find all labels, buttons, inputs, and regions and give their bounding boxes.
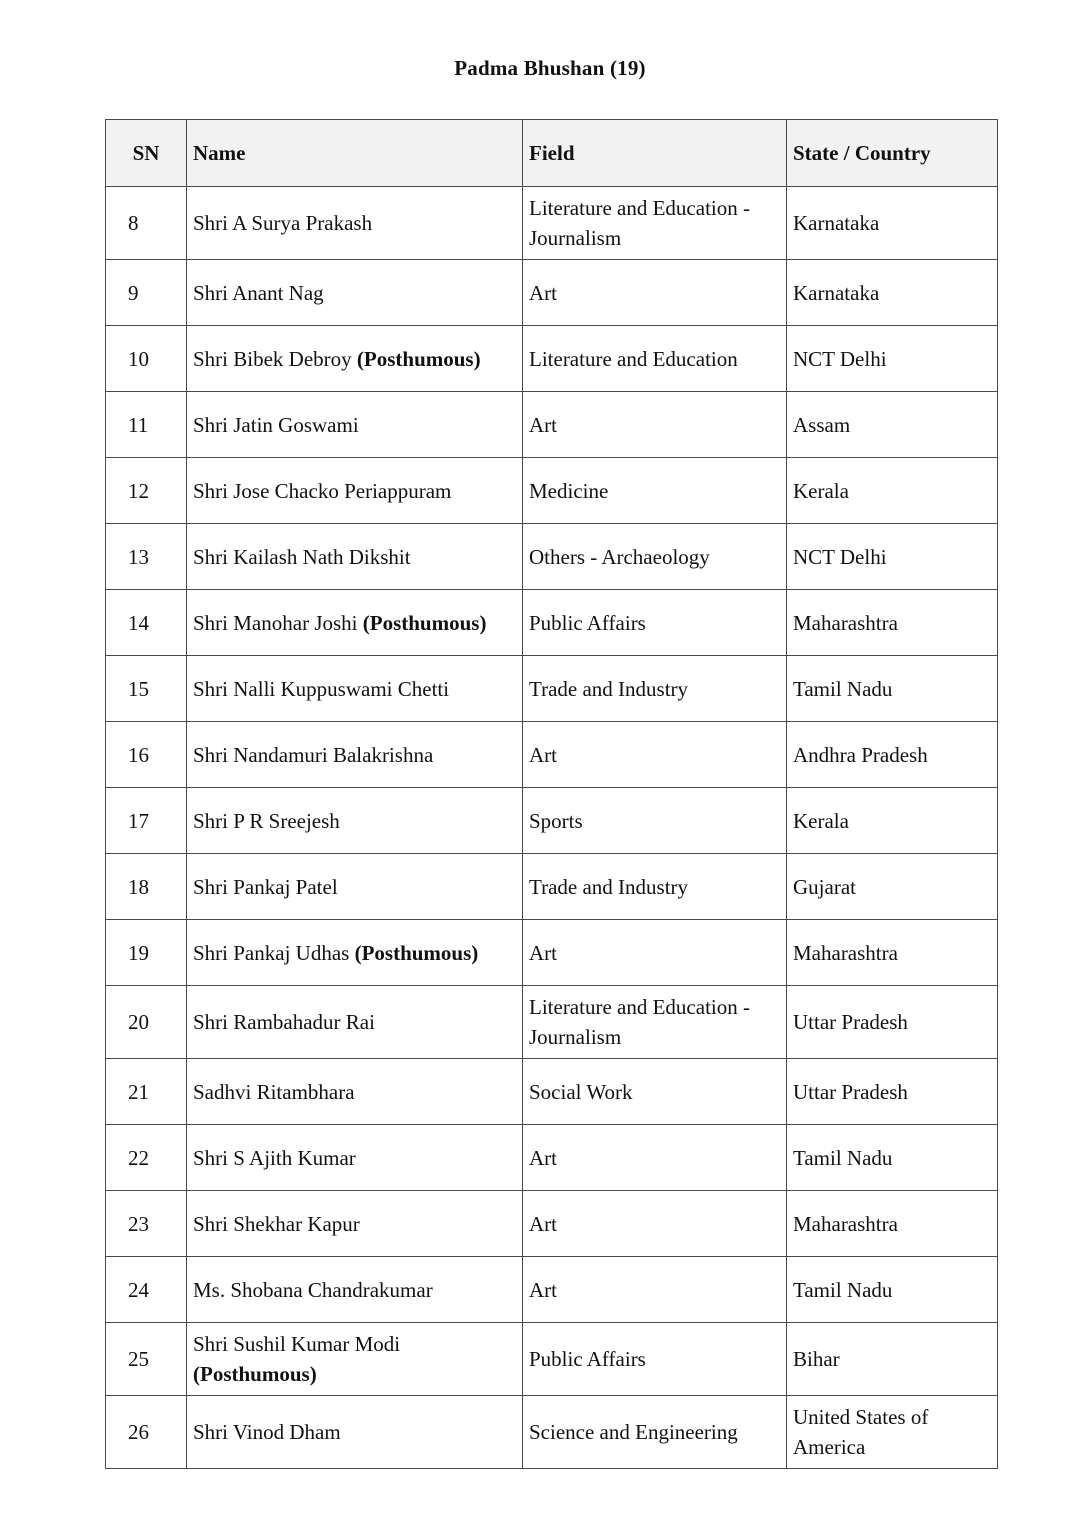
table-row bbox=[106, 392, 998, 458]
cell-name bbox=[187, 326, 523, 392]
cell-name bbox=[187, 920, 523, 986]
cell-name bbox=[187, 392, 523, 458]
table-row bbox=[106, 1257, 998, 1323]
cell-state: Tamil Nadu bbox=[787, 1257, 998, 1323]
cell-state: Bihar bbox=[787, 1323, 998, 1396]
cell-state: Karnataka bbox=[787, 260, 998, 326]
cell-name bbox=[187, 187, 523, 260]
table-row bbox=[106, 1059, 998, 1125]
cell-name bbox=[187, 1191, 523, 1257]
cell-field: Others - Archaeology bbox=[523, 524, 787, 590]
cell-sn: 24 bbox=[106, 1257, 187, 1323]
table-row bbox=[106, 458, 998, 524]
cell-sn: 8 bbox=[106, 187, 187, 260]
cell-field: Literature and Education - Journalism bbox=[523, 986, 787, 1059]
table-row bbox=[106, 260, 998, 326]
cell-state: Tamil Nadu bbox=[787, 1125, 998, 1191]
cell-state: Maharashtra bbox=[787, 1191, 998, 1257]
cell-state: Maharashtra bbox=[787, 920, 998, 986]
cell-sn: 21 bbox=[106, 1059, 187, 1125]
awardee-name: Shri Kailash Nath Dikshit bbox=[193, 544, 411, 569]
awardee-name: Shri S Ajith Kumar bbox=[193, 1145, 356, 1170]
cell-state: Maharashtra bbox=[787, 590, 998, 656]
table-row bbox=[106, 524, 998, 590]
cell-field: Art bbox=[523, 920, 787, 986]
cell-sn: 25 bbox=[106, 1323, 187, 1396]
awardee-name: Shri Nandamuri Balakrishna bbox=[193, 742, 434, 767]
table-row bbox=[106, 722, 998, 788]
awardee-name: Shri A Surya Prakash bbox=[193, 211, 373, 235]
cell-state: Uttar Pradesh bbox=[787, 986, 998, 1059]
posthumous-label: (Posthumous) bbox=[356, 346, 481, 371]
column-header-sn: SN bbox=[106, 120, 187, 187]
cell-field: Trade and Industry bbox=[523, 854, 787, 920]
cell-state: United States of America bbox=[787, 1396, 998, 1469]
cell-sn: 10 bbox=[106, 326, 187, 392]
awardee-name: Shri Sushil Kumar Modi bbox=[193, 1332, 401, 1356]
cell-state: NCT Delhi bbox=[787, 326, 998, 392]
cell-name bbox=[187, 1125, 523, 1191]
cell-name bbox=[187, 722, 523, 788]
cell-sn: 18 bbox=[106, 854, 187, 920]
awardee-name: Shri Jatin Goswami bbox=[193, 412, 359, 437]
cell-name bbox=[187, 1257, 523, 1323]
cell-state: NCT Delhi bbox=[787, 524, 998, 590]
cell-name bbox=[187, 524, 523, 590]
cell-sn: 22 bbox=[106, 1125, 187, 1191]
cell-field: Public Affairs bbox=[523, 1323, 787, 1396]
awardee-name: Shri Pankaj Patel bbox=[193, 874, 338, 899]
page-title: Padma Bhushan (19) bbox=[454, 56, 646, 80]
cell-name bbox=[187, 590, 523, 656]
cell-name bbox=[187, 1323, 523, 1396]
cell-sn: 23 bbox=[106, 1191, 187, 1257]
table-row bbox=[106, 1323, 998, 1396]
table-body bbox=[106, 187, 998, 1469]
cell-field: Social Work bbox=[523, 1059, 787, 1125]
table-row bbox=[106, 656, 998, 722]
cell-state: Tamil Nadu bbox=[787, 656, 998, 722]
cell-field: Medicine bbox=[523, 458, 787, 524]
table-row bbox=[106, 187, 998, 260]
cell-name bbox=[187, 1059, 523, 1125]
table-header bbox=[106, 120, 998, 187]
cell-field: Art bbox=[523, 722, 787, 788]
table-row bbox=[106, 326, 998, 392]
cell-field: Literature and Education bbox=[523, 326, 787, 392]
awardee-name: Ms. Shobana Chandrakumar bbox=[193, 1277, 433, 1302]
awardee-name: Shri Jose Chacko Periappuram bbox=[193, 478, 452, 503]
cell-state: Andhra Pradesh bbox=[787, 722, 998, 788]
awardee-name: Shri Manohar Joshi bbox=[193, 610, 358, 635]
cell-state: Kerala bbox=[787, 458, 998, 524]
column-header-state: State / Country bbox=[787, 120, 998, 187]
cell-sn: 9 bbox=[106, 260, 187, 326]
cell-state: Gujarat bbox=[787, 854, 998, 920]
posthumous-label: (Posthumous) bbox=[193, 1362, 317, 1386]
cell-field: Art bbox=[523, 260, 787, 326]
cell-name bbox=[187, 854, 523, 920]
awardees-table bbox=[105, 119, 998, 1469]
cell-field: Art bbox=[523, 392, 787, 458]
awardee-name: Shri Nalli Kuppuswami Chetti bbox=[193, 676, 450, 701]
table-row bbox=[106, 1125, 998, 1191]
cell-field: Trade and Industry bbox=[523, 656, 787, 722]
cell-state: Karnataka bbox=[787, 187, 998, 260]
cell-sn: 26 bbox=[106, 1396, 187, 1469]
table-row bbox=[106, 1396, 998, 1469]
awardee-name: Shri Rambahadur Rai bbox=[193, 1010, 375, 1034]
cell-name bbox=[187, 986, 523, 1059]
awardee-name: Shri Shekhar Kapur bbox=[193, 1211, 360, 1236]
awardee-name: Shri Anant Nag bbox=[193, 280, 324, 305]
cell-field: Art bbox=[523, 1191, 787, 1257]
cell-state: Kerala bbox=[787, 788, 998, 854]
awardee-name: Shri Pankaj Udhas bbox=[193, 940, 350, 965]
cell-field: Science and Engineering bbox=[523, 1396, 787, 1469]
cell-field: Sports bbox=[523, 788, 787, 854]
cell-name bbox=[187, 458, 523, 524]
table-row bbox=[106, 986, 998, 1059]
awardee-name: Shri Vinod Dham bbox=[193, 1420, 341, 1444]
cell-sn: 16 bbox=[106, 722, 187, 788]
cell-name bbox=[187, 260, 523, 326]
cell-field: Public Affairs bbox=[523, 590, 787, 656]
cell-sn: 15 bbox=[106, 656, 187, 722]
cell-sn: 20 bbox=[106, 986, 187, 1059]
table-row bbox=[106, 920, 998, 986]
cell-state: Uttar Pradesh bbox=[787, 1059, 998, 1125]
header-row bbox=[106, 120, 998, 187]
column-header-field: Field bbox=[523, 120, 787, 187]
cell-sn: 13 bbox=[106, 524, 187, 590]
column-header-name: Name bbox=[187, 120, 523, 187]
cell-name bbox=[187, 1396, 523, 1469]
cell-sn: 12 bbox=[106, 458, 187, 524]
cell-sn: 11 bbox=[106, 392, 187, 458]
table-row bbox=[106, 854, 998, 920]
cell-field: Art bbox=[523, 1125, 787, 1191]
awardee-name: Sadhvi Ritambhara bbox=[193, 1079, 355, 1104]
cell-field: Art bbox=[523, 1257, 787, 1323]
posthumous-label: (Posthumous) bbox=[362, 610, 487, 635]
awardee-name: Shri P R Sreejesh bbox=[193, 808, 340, 833]
posthumous-label: (Posthumous) bbox=[354, 940, 479, 965]
table-row bbox=[106, 788, 998, 854]
cell-state: Assam bbox=[787, 392, 998, 458]
cell-sn: 14 bbox=[106, 590, 187, 656]
cell-name bbox=[187, 788, 523, 854]
awardee-name: Shri Bibek Debroy bbox=[193, 346, 352, 371]
cell-sn: 17 bbox=[106, 788, 187, 854]
cell-sn: 19 bbox=[106, 920, 187, 986]
cell-field: Literature and Education - Journalism bbox=[523, 187, 787, 260]
table-row bbox=[106, 1191, 998, 1257]
table-row bbox=[106, 590, 998, 656]
cell-name bbox=[187, 656, 523, 722]
